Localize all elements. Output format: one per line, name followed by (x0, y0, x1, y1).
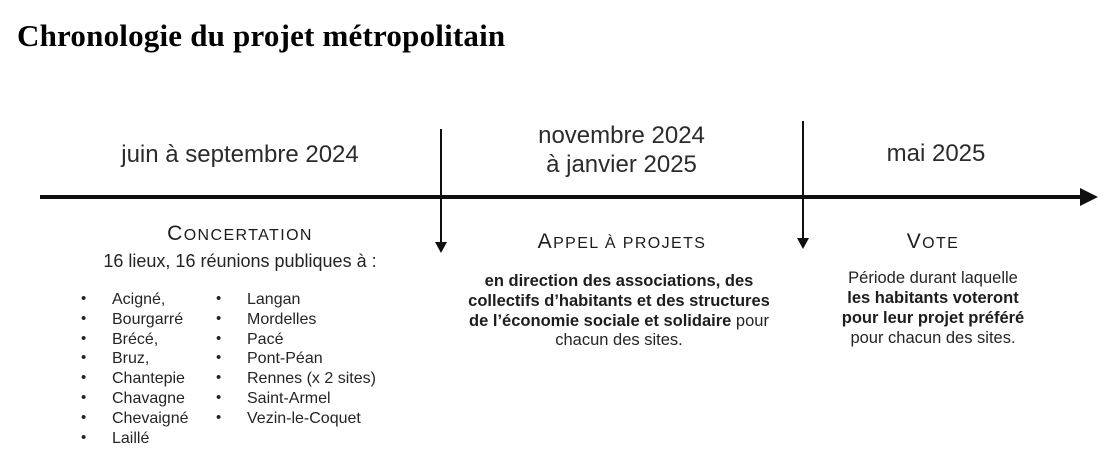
vote-description-line3: pour leur projet préféré (841, 309, 1025, 327)
phase-label-3: mai 2025 (886, 140, 986, 167)
phase-label-2 (451, 121, 792, 179)
timeline-arrowhead-right-icon (1080, 188, 1098, 206)
phase-label-2-line1: novembre 2024 (538, 122, 705, 149)
location-item: • Pacé (213, 330, 376, 350)
location-item: • Brécé, (78, 330, 189, 350)
vote-description-line1: Période durant laquelle (848, 269, 1018, 287)
vote-description-line2: les habitants voteront (847, 289, 1019, 307)
location-item: • Bruz, (78, 349, 189, 369)
phase-divider-arrow-2 (802, 121, 804, 239)
locations-list-col1 (78, 290, 189, 448)
vote-description-line4: pour chacun des sites. (850, 329, 1016, 347)
location-item: • Mordelles (213, 310, 376, 330)
concertation-heading: CONCERTATION (167, 222, 313, 245)
vote-description (818, 268, 1048, 348)
location-item: • Chantepie (78, 369, 189, 389)
page-title: Chronologie du projet métropolitain (17, 18, 506, 53)
locations-list-col2 (213, 290, 376, 429)
appel-description-regular: pour chacun des sites. (555, 311, 769, 350)
phase-divider-arrow-1 (440, 129, 442, 243)
phase-divider-arrowhead-2-icon (797, 238, 809, 249)
phase-label-2-line2: à janvier 2025 (546, 151, 697, 178)
appel-description (458, 272, 780, 351)
location-item: • Saint-Armel (213, 389, 376, 409)
location-item: • Bourgarré (78, 310, 189, 330)
phase-label-1: juin à septembre 2024 (121, 141, 359, 168)
location-item: • Chavagne (78, 389, 189, 409)
location-item: • Rennes (x 2 sites) (213, 369, 376, 389)
location-item: • Vezin-le-Coquet (213, 409, 376, 429)
timeline-axis (40, 195, 1086, 199)
location-item: • Langan (213, 290, 376, 310)
vote-heading: VOTE (906, 230, 960, 253)
appel-heading: APPEL À PROJETS (537, 230, 707, 253)
location-item: • Acigné, (78, 290, 189, 310)
location-item: • Pont-Péan (213, 349, 376, 369)
location-item: • Laillé (78, 429, 189, 449)
location-item: • Chevaigné (78, 409, 189, 429)
concertation-subtitle: 16 lieux, 16 réunions publiques à : (103, 251, 377, 271)
appel-description-bold: en direction des associations, des collectifs d’habitants et des structures de l’économie sociale et solidaire (468, 272, 770, 330)
